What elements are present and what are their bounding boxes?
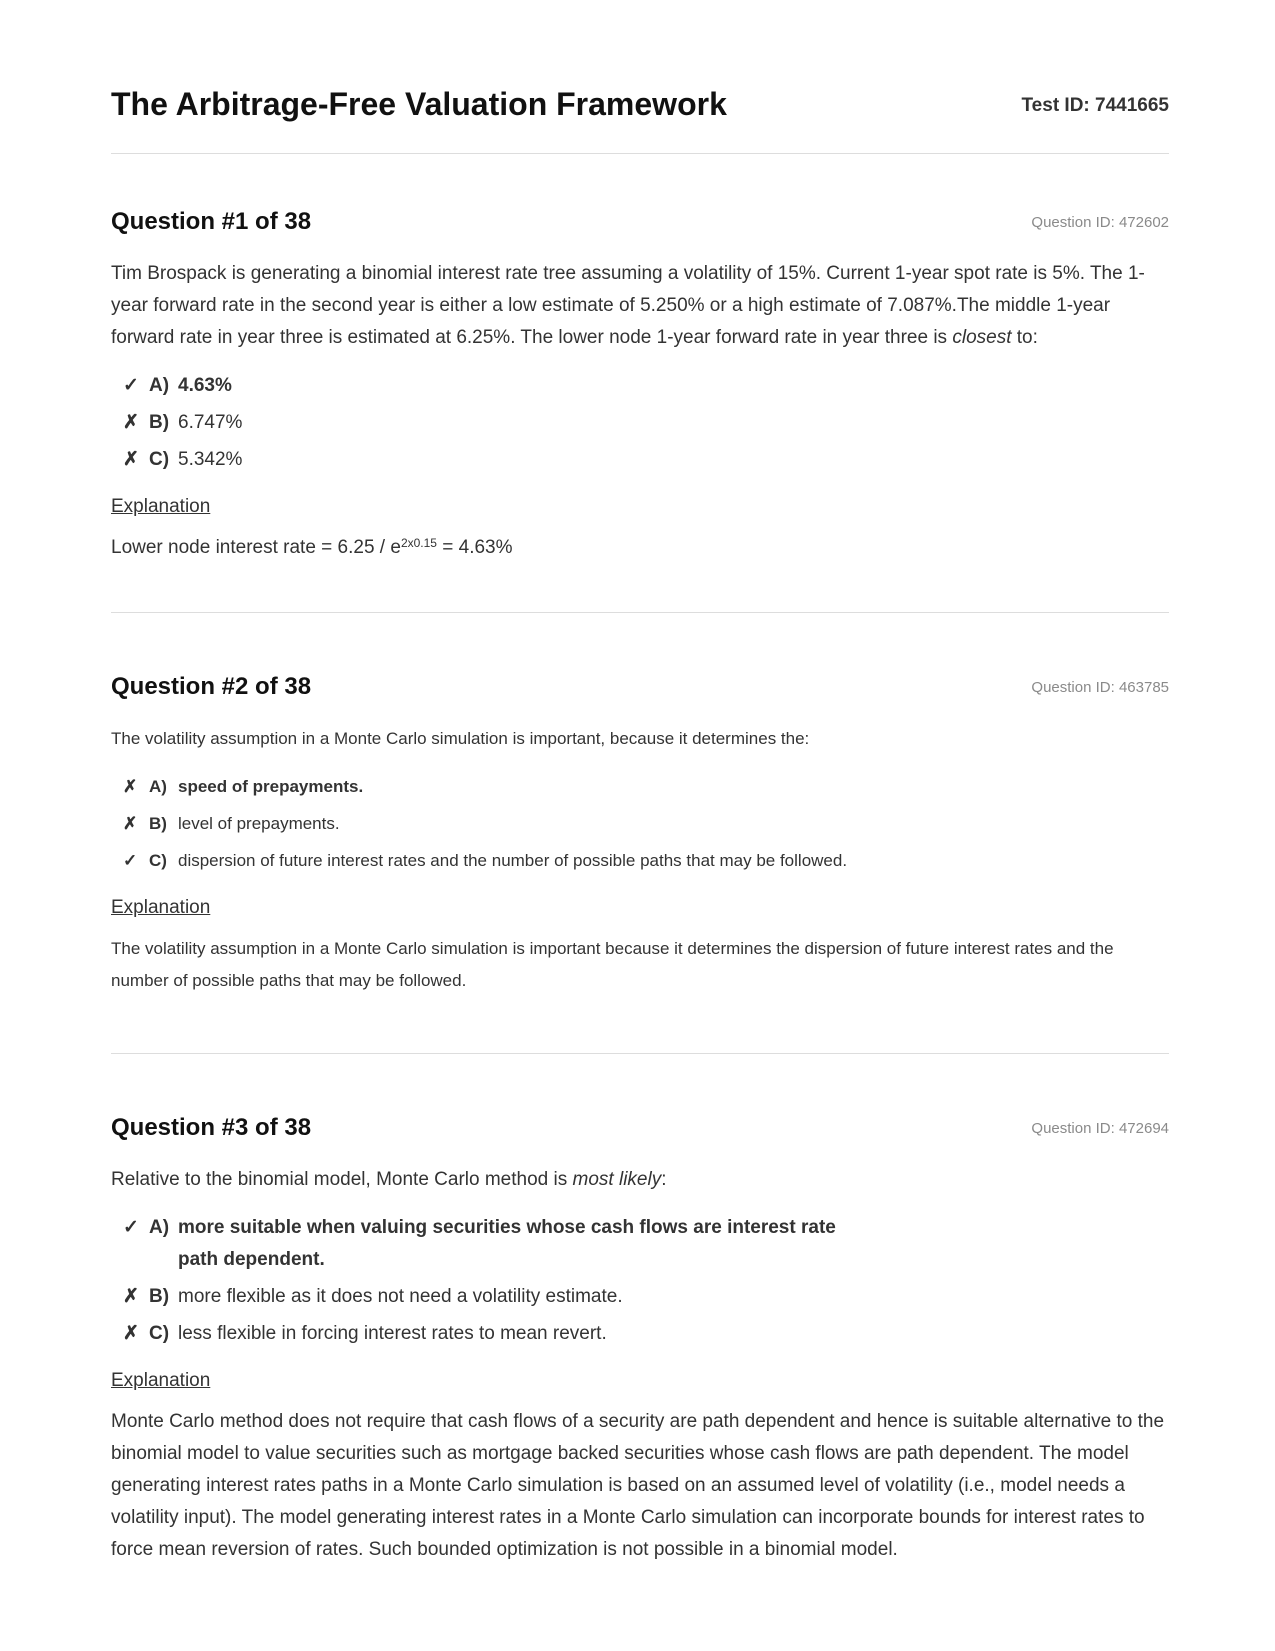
document-header	[111, 0, 1169, 154]
question-text-emphasis: most likely	[572, 1169, 662, 1190]
answer-choices	[111, 370, 1169, 476]
correct-check-icon: ✓	[123, 1217, 139, 1238]
explanation-label: Explanation	[111, 496, 211, 517]
document-page	[111, 0, 1169, 1560]
choice-b[interactable]	[123, 808, 1169, 840]
question-text	[111, 1164, 1169, 1196]
answer-choices	[111, 771, 1169, 877]
question-id: Question ID: 472602	[1031, 214, 1169, 231]
explanation-text: Monte Carlo method does not require that cash flows of a security are path dependent and hence is suitable alternative to the binomial model to value securities such as mortgage backed securities whose cash flows are path dependent. The model generating interest rates paths in a Monte Carlo simulation is based on an assumed level of volatility (i.e., model needs a volatility input). The model generating interest rates in a Monte Carlo simulation can incorporate bounds for interest rates to force mean reversion of rates. Such bounded optimization is not possible in a binomial model.	[111, 1411, 1165, 1560]
choice-text: speed of prepayments.	[178, 777, 364, 796]
choice-c[interactable]	[123, 1318, 1169, 1350]
choice-text: dispersion of future interest rates and the number of possible paths that may be followed.	[178, 851, 848, 870]
incorrect-cross-icon: ✗	[123, 449, 139, 470]
choice-letter: C)	[149, 449, 170, 470]
explanation-label: Explanation	[111, 897, 211, 918]
choice-c[interactable]	[123, 845, 1169, 877]
explanation-formula-start: Lower node interest rate = 6.25 / e	[111, 537, 401, 558]
choice-letter: C)	[149, 1323, 170, 1344]
choice-text: 5.342%	[178, 449, 243, 470]
question-block-3	[111, 1114, 1169, 1594]
document-title: The Arbitrage-Free Valuation Framework	[111, 86, 727, 122]
question-text-part-1: Relative to the binomial model, Monte Carlo method is	[111, 1169, 573, 1190]
incorrect-cross-icon: ✗	[123, 1286, 139, 1307]
choice-b[interactable]	[123, 1281, 1169, 1313]
choice-text: more flexible as it does not need a volatility estimate.	[178, 1286, 623, 1307]
choice-text: level of prepayments.	[178, 814, 340, 833]
explanation-label: Explanation	[111, 1370, 211, 1391]
choice-letter: B)	[149, 814, 167, 833]
question-title: Question #3 of 38	[111, 1114, 312, 1141]
explanation-exponent: 2x0.15	[400, 536, 437, 550]
question-text-emphasis: closest	[952, 327, 1012, 348]
question-text-part-2: to:	[1011, 327, 1038, 348]
answer-choices	[111, 1212, 1169, 1350]
choice-letter: A)	[149, 375, 170, 396]
question-block-1	[111, 208, 1169, 613]
test-id: Test ID: 7441665	[1021, 95, 1169, 116]
question-id: Question ID: 472694	[1031, 1120, 1169, 1137]
choice-letter: A)	[149, 777, 167, 796]
choice-text: less flexible in forcing interest rates to mean revert.	[178, 1323, 607, 1344]
question-header	[111, 673, 1169, 703]
choice-letter: B)	[149, 1286, 170, 1307]
choice-c[interactable]	[123, 444, 1169, 476]
question-block-2	[111, 673, 1169, 1054]
choice-a[interactable]	[123, 370, 1169, 402]
incorrect-cross-icon: ✗	[123, 1323, 139, 1344]
explanation-formula-end: = 4.63%	[436, 537, 513, 558]
question-title: Question #2 of 38	[111, 673, 312, 700]
question-title: Question #1 of 38	[111, 208, 312, 235]
choice-b[interactable]	[123, 407, 1169, 439]
question-text	[111, 258, 1169, 354]
question-id: Question ID: 463785	[1031, 679, 1169, 696]
choice-letter: C)	[149, 851, 167, 870]
incorrect-cross-icon: ✗	[123, 412, 139, 433]
choice-a[interactable]	[123, 771, 1169, 803]
question-header	[111, 1114, 1169, 1144]
incorrect-cross-icon: ✗	[123, 777, 138, 796]
correct-check-icon: ✓	[123, 375, 139, 396]
choice-letter: A)	[149, 1217, 170, 1238]
explanation-text	[111, 532, 1169, 564]
choice-text: 4.63%	[178, 375, 232, 396]
question-header	[111, 208, 1169, 238]
incorrect-cross-icon: ✗	[123, 814, 138, 833]
question-text-part-2: :	[661, 1169, 667, 1190]
question-text-part-1: Tim Brospack is generating a binomial interest rate tree assuming a volatility of 15%. Current 1-year spot rate is 5%. The 1-year forward rate in the second year is either a low estimate of 5.250% or a high estimate of 7.087%.The middle 1-year forward rate in year three is estimated at 6.25%. The lower node 1-year forward rate in year three is	[111, 263, 1145, 348]
choice-text: 6.747%	[178, 412, 243, 433]
explanation-text: The volatility assumption in a Monte Carlo simulation is important because it determines the dispersion of future interest rates and the number of possible paths that may be followed.	[111, 939, 1114, 990]
correct-check-icon: ✓	[123, 851, 138, 870]
choice-a[interactable]	[123, 1212, 1169, 1276]
question-text: The volatility assumption in a Monte Carlo simulation is important, because it determines the:	[111, 729, 810, 748]
choice-letter: B)	[149, 412, 170, 433]
choice-text: more suitable when valuing securities whose cash flows are interest rate path dependent.	[178, 1217, 836, 1270]
